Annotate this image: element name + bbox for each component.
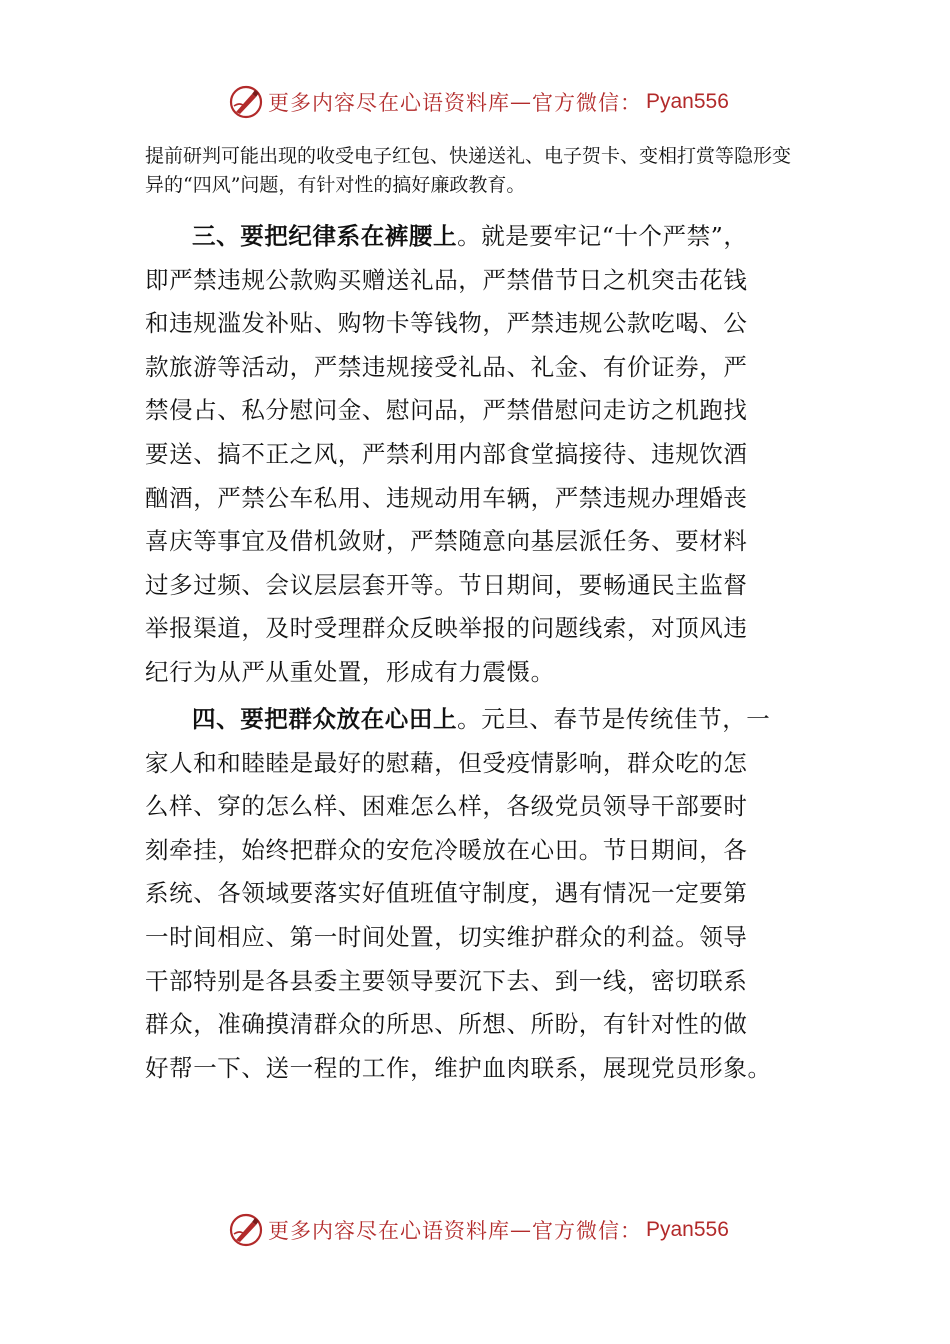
section-4-line-3: 么样、穿的怎么样、困难怎么样，各级党员领导干部要时 [145,792,748,821]
section-3-line-6: 要送、搞不正之风，严禁利用内部食堂搞接待、违规饮酒 [145,439,748,468]
banner-wechat-id: Pyan556 [646,90,729,113]
section-3-line-8: 喜庆等事宜及借机敛财，严禁随意向基层派任务、要材料 [145,527,748,556]
section-4-line-1: 。元旦、春节是传统佳节，一 [457,705,771,733]
section-4-line-4: 刻牵挂，始终把群众的安危冷暖放在心田。节日期间，各 [145,835,748,864]
section-4-line-5: 系统、各领域要落实好值班值守制度，遇有情况一定要第 [145,879,748,908]
pen-logo-icon [228,84,264,120]
banner-wechat-label: 官方微信： [532,1219,642,1243]
section-3-line-10: 举报渠道，及时受理群众反映举报的问题线索，对顶风违 [145,614,748,643]
section-3-line-5: 禁侵占、私分慰问金、慰问品，严禁借慰问走访之机跑找 [145,396,748,425]
banner-text: 更多内容尽在心语资料库 [268,91,510,115]
banner-separator: — [510,90,532,114]
footer-watermark-banner [228,1210,729,1250]
intro-line-1: 提前研判可能出现的收受电子红包、快递送礼、电子贺卡、变相打赏等隐形变 [145,145,792,167]
section-3-line-3: 和违规滥发补贴、购物卡等钱物，严禁违规公款吃喝、公 [145,309,748,338]
section-4-line-7: 干部特别是各县委主要领导要沉下去、到一线，密切联系 [145,966,748,995]
section-4-line-2: 家人和和睦睦是最好的慰藉，但受疫情影响，群众吃的怎 [145,748,748,777]
section-3-line-9: 过多过频、会议层层套开等。节日期间，要畅通民主监督 [145,570,748,599]
section-4-line-8: 群众，准确摸清群众的所思、所想、所盼，有针对性的做 [145,1010,748,1039]
banner-separator: — [510,1218,532,1242]
section-3-line-2: 即严禁违规公款购买赠送礼品，严禁借节日之机突击花钱 [145,265,748,294]
banner-text: 更多内容尽在心语资料库 [268,1219,510,1243]
header-watermark-banner [228,82,729,122]
section-3-line-11: 纪行为从严从重处置，形成有力震慑。 [145,657,555,686]
intro-line-2: 异的“四风”问题，有针对性的搞好廉政教育。 [145,174,526,196]
section-4-line-9: 好帮一下、送一程的工作，维护血肉联系，展现党员形象。 [145,1053,772,1082]
section-3-paragraph [145,215,805,695]
section-4-line-6: 一时间相应、第一时间处置，切实维护群众的利益。领导 [145,922,748,951]
section-3-heading: 三、要把纪律系在裤腰上 [192,222,458,250]
section-3-line [145,215,805,259]
section-4-paragraph [145,698,805,1090]
pen-logo-icon [228,1212,264,1248]
banner-wechat-label: 官方微信： [532,91,642,115]
section-4-line [145,698,805,742]
section-3-line-4: 款旅游等活动，严禁违规接受礼品、礼金、有价证券，严 [145,352,748,381]
section-3-line-7: 酗酒，严禁公车私用、违规动用车辆，严禁违规办理婚丧 [145,483,748,512]
section-4-heading: 四、要把群众放在心田上 [192,705,458,733]
section-3-line-1: 。就是要牢记“十个严禁”， [457,222,748,250]
banner-wechat-id: Pyan556 [646,1218,729,1241]
